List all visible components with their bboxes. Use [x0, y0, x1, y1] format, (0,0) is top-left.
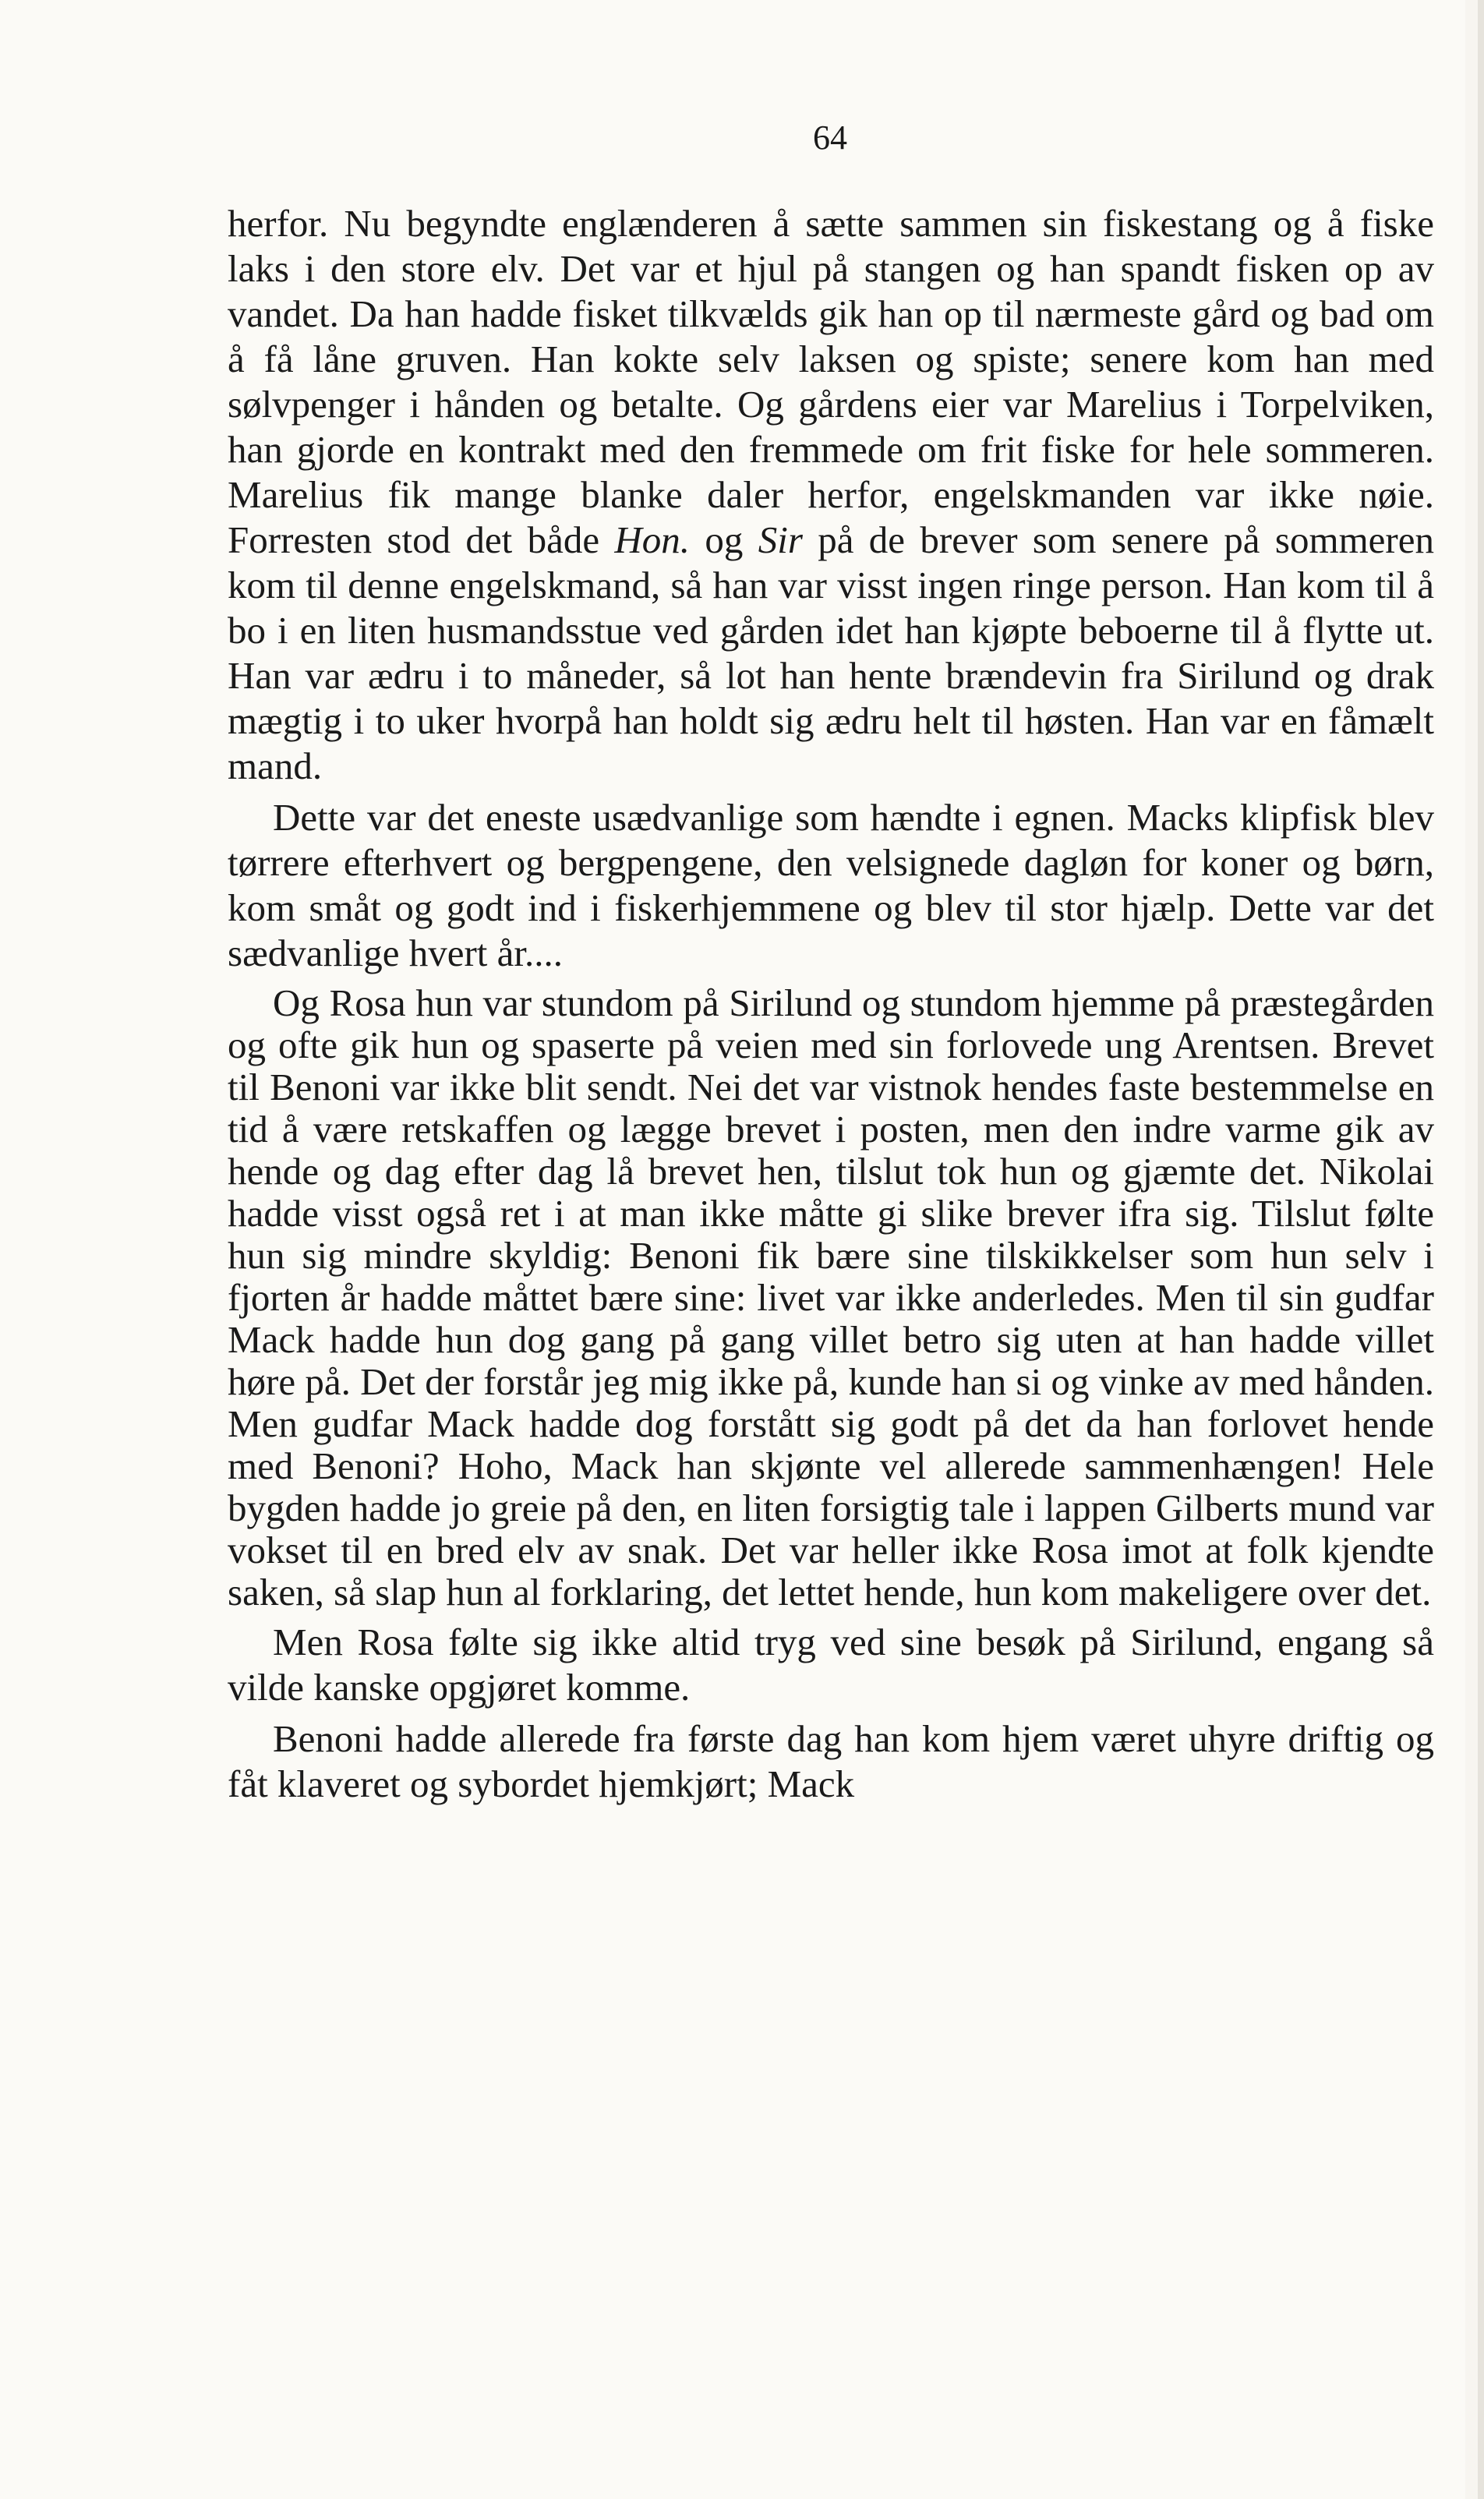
page-number: 64 — [813, 118, 847, 157]
body-text — [228, 201, 1434, 1807]
paragraph-1 — [228, 201, 1434, 789]
text-run: på de brever som senere på sommeren kom til denne engelskmand, så han var visst ingen ringe person. Han kom til å bo i en liten husmandsstue ved gården idet han kjøpte beboerne til å flytte ut. Han var ædru i to måneder, så lot han hente brændevin fra Sirilund og drak mægtig i to uker hvorpå han holdt sig ædru helt til høsten. Han var en fåmælt mand. — [228, 518, 1434, 787]
paragraph-2 — [228, 795, 1434, 976]
paragraph-5 — [228, 1716, 1434, 1807]
text-run: Dette var det eneste usædvanlige som hændte i egnen. Macks klipfisk blev tørrere efterhvert og bergpengene, den velsignede dagløn for koner og børn, kom småt og godt ind i fiskerhjemmene og blev til stor hjælp. Dette var det sædvanlige hvert år.... — [228, 796, 1434, 974]
text-run: Og Rosa hun var stundom på Sirilund og stundom hjemme på præstegården og ofte gik hun og spaserte på veien med sin forlovede ung Arentsen. Brevet til Benoni var ikke blit sendt. Nei det var vistnok hendes faste bestemmelse en tid å være retskaffen og lægge brevet i posten, men den indre varme gik av hende og dag efter dag lå brevet hen, tilslut tok hun og gjæmte det. Nikolai hadde visst også ret i at man ikke måtte gi slike brever ifra sig. Tilslut følte hun sig mindre skyldig: Benoni fik bære sine tilskikkelser som hun selv i fjorten år hadde måttet bære sine: livet var ikke anderledes. Men til sin gudfar Mack hadde hun dog gang på gang villet betro sig uten at han hadde villet høre på. Det der forstår jeg mig ikke på, kunde han si og vinke av med hånden. Men gudfar Mack hadde dog forstått sig godt på det da han forlovet hende med Benoni? Hoho, Mack han skjønte vel allerede sammenhængen! Hele bygden hadde jo greie på den, en liten forsigtig tale i lappen Gilberts mund var vokset til en bred elv av snak. Det var heller ikke Rosa imot at folk kjendte saken, så slap hun al forklaring, det lettet hende, hun kom makeligere over det. — [228, 981, 1434, 1614]
text-run: Men Rosa følte sig ikke altid tryg ved sine besøk på Sirilund, engang så vilde kanske opgjøret komme. — [228, 1621, 1434, 1709]
text-run: herfor. Nu begyndte englænderen å sætte sammen sin fiskestang og å fiske laks i den store elv. Det var et hjul på stangen og han spandt fisken op av vandet. Da han hadde fisket tilkvælds gik han op til nærmeste gård og bad om å få låne gruven. Han kokte selv laksen og spiste; senere kom han med sølvpenger i hånden og betalte. Og gårdens eier var Marelius i Torpelviken, han gjorde en kontrakt med den fremmede om frit fiske for hele sommeren. Marelius fik mange blanke daler herfor, engelskmanden var ikke nøie. Forresten stod det både — [228, 202, 1434, 561]
italic-text-run: Sir — [758, 518, 803, 561]
paragraph-3 — [228, 982, 1434, 1614]
text-run: Benoni hadde allerede fra første dag han kom hjem været uhyre driftig og fåt klaveret og sybordet hjemkjørt; Mack — [228, 1717, 1434, 1805]
page-edge — [1478, 0, 1484, 2499]
paragraph-4 — [228, 1620, 1434, 1710]
text-run: og — [690, 518, 758, 561]
italic-text-run: Hon. — [614, 518, 691, 561]
